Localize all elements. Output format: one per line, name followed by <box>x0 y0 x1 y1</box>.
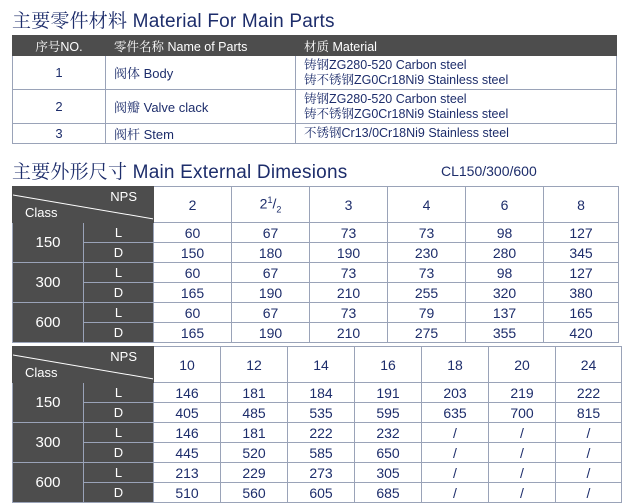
dimension-value: 180 <box>232 243 310 263</box>
size-header: 14 <box>288 347 355 383</box>
dimension-value: 190 <box>232 323 310 343</box>
dimension-value: 67 <box>232 263 310 283</box>
size-header: 20 <box>489 347 556 383</box>
dimension-row <box>13 223 619 243</box>
dimension-value: 229 <box>221 463 288 483</box>
dimension-value: 165 <box>544 303 619 323</box>
size-header: 8 <box>544 187 619 223</box>
dimension-value: 191 <box>355 383 422 403</box>
row-part-name: 阀杆 Stem <box>106 124 296 144</box>
dimension-value: 67 <box>232 303 310 323</box>
dimension-value: 60 <box>154 223 232 243</box>
nps-class-corner <box>13 187 154 223</box>
dimension-value: / <box>489 483 556 503</box>
dimension-value: 273 <box>288 463 355 483</box>
dimensions-table-2 <box>12 346 622 503</box>
dimension-value: 181 <box>221 383 288 403</box>
row-no: 3 <box>13 124 106 144</box>
header-no: 序号NO. <box>13 36 106 56</box>
dimension-row <box>13 263 619 283</box>
dimension-value: 73 <box>388 263 466 283</box>
materials-header-row <box>13 36 617 56</box>
dimension-value: 210 <box>310 283 388 303</box>
row-label-d: D <box>84 243 154 263</box>
dimension-value: 190 <box>310 243 388 263</box>
row-label-l: L <box>84 263 154 283</box>
dimension-value: 685 <box>355 483 422 503</box>
size-header: 12 <box>221 347 288 383</box>
row-no: 1 <box>13 56 106 90</box>
dimension-value: / <box>556 483 622 503</box>
row-material <box>296 90 617 124</box>
class-cell: 600 <box>13 463 84 503</box>
dimension-value: 219 <box>489 383 556 403</box>
dimension-value: 355 <box>466 323 544 343</box>
dimension-row <box>13 323 619 343</box>
dimension-value: 67 <box>232 223 310 243</box>
size-header-row <box>13 187 619 223</box>
dimension-row <box>13 443 622 463</box>
dimension-value: 815 <box>556 403 622 423</box>
dimension-value: 184 <box>288 383 355 403</box>
dimension-value: / <box>556 423 622 443</box>
dimension-row <box>13 483 622 503</box>
dimension-value: / <box>556 443 622 463</box>
class-cell: 600 <box>13 303 84 343</box>
materials-table <box>12 35 617 144</box>
row-label-d: D <box>84 283 154 303</box>
row-part-name: 阀瓣 Valve clack <box>106 90 296 124</box>
materials-title: 主要零件材料 Material For Main Parts <box>12 11 335 32</box>
dimension-value: 445 <box>154 443 221 463</box>
dimension-value: 405 <box>154 403 221 423</box>
class-label: Class <box>25 365 58 380</box>
row-label-l: L <box>84 383 154 403</box>
dimensions-title: 主要外形尺寸 Main External Dimesions <box>12 162 348 183</box>
dimension-value: 222 <box>556 383 622 403</box>
dimension-value: 98 <box>466 263 544 283</box>
header-material: 材质 Material <box>296 36 617 56</box>
class-range-note: CL150/300/600 <box>441 163 537 179</box>
material-line: 铸不锈钢ZG0Cr18Ni9 Stainless steel <box>304 72 509 87</box>
row-label-l: L <box>84 423 154 443</box>
materials-row <box>13 90 617 124</box>
dimension-value: 165 <box>154 323 232 343</box>
dimension-row <box>13 463 622 483</box>
dimension-row <box>13 383 622 403</box>
material-line: 铸不锈钢ZG0Cr18Ni9 Stainless steel <box>304 106 509 121</box>
row-label-l: L <box>84 463 154 483</box>
row-material <box>296 56 617 90</box>
material-line: 铸钢ZG280-520 Carbon steel <box>304 91 467 106</box>
material-line: 铸钢ZG280-520 Carbon steel <box>304 57 467 72</box>
row-label-d: D <box>84 323 154 343</box>
dimension-value: 60 <box>154 263 232 283</box>
row-material: 不锈钢Cr13/0Cr18Ni9 Stainless steel <box>296 124 617 144</box>
dimension-row <box>13 243 619 263</box>
dimension-value: 73 <box>310 223 388 243</box>
row-label-l: L <box>84 223 154 243</box>
size-header: 6 <box>466 187 544 223</box>
row-label-d: D <box>84 403 154 423</box>
dimension-value: 275 <box>388 323 466 343</box>
header-part-name: 零件名称 Name of Parts <box>106 36 296 56</box>
dimension-value: 650 <box>355 443 422 463</box>
dimension-value: / <box>489 423 556 443</box>
dimension-value: 230 <box>388 243 466 263</box>
dimension-value: 380 <box>544 283 619 303</box>
dimension-value: 280 <box>466 243 544 263</box>
dimension-value: / <box>489 463 556 483</box>
size-header-row <box>13 347 622 383</box>
dimension-value: 213 <box>154 463 221 483</box>
row-label-d: D <box>84 443 154 463</box>
dimension-value: 73 <box>310 263 388 283</box>
size-header: 18 <box>422 347 489 383</box>
size-header: 4 <box>388 187 466 223</box>
dimension-value: 181 <box>221 423 288 443</box>
row-no: 2 <box>13 90 106 124</box>
dimension-row <box>13 423 622 443</box>
size-header: $2^1/_2$ <box>232 187 310 223</box>
class-cell: 300 <box>13 263 84 303</box>
dimension-value: 520 <box>221 443 288 463</box>
dimension-value: 73 <box>310 303 388 323</box>
class-cell: 150 <box>13 383 84 423</box>
dimension-value: 165 <box>154 283 232 303</box>
dimension-row <box>13 303 619 323</box>
dimension-value: 635 <box>422 403 489 423</box>
dimension-value: / <box>422 463 489 483</box>
dimension-value: 203 <box>422 383 489 403</box>
dimension-value: 60 <box>154 303 232 323</box>
dimension-value: 73 <box>388 223 466 243</box>
class-label: Class <box>25 205 58 220</box>
dimension-value: 320 <box>466 283 544 303</box>
dimension-value: 210 <box>310 323 388 343</box>
dimension-value: 305 <box>355 463 422 483</box>
dimension-value: / <box>422 443 489 463</box>
dimension-value: 79 <box>388 303 466 323</box>
size-header: 10 <box>154 347 221 383</box>
dimension-value: 255 <box>388 283 466 303</box>
dimension-value: 560 <box>221 483 288 503</box>
dimension-value: 146 <box>154 423 221 443</box>
materials-row <box>13 124 617 144</box>
dimension-value: 232 <box>355 423 422 443</box>
nps-label: NPS <box>110 349 137 364</box>
row-label-l: L <box>84 303 154 323</box>
size-numerator: 1 <box>267 194 273 205</box>
dimension-value: 345 <box>544 243 619 263</box>
dimension-value: 150 <box>154 243 232 263</box>
dimension-value: 485 <box>221 403 288 423</box>
dimension-value: 700 <box>489 403 556 423</box>
dimension-row <box>13 283 619 303</box>
dimension-value: / <box>556 463 622 483</box>
size-header: 2 <box>154 187 232 223</box>
dimension-value: 137 <box>466 303 544 323</box>
size-header: 24 <box>556 347 622 383</box>
dimension-value: 510 <box>154 483 221 503</box>
size-denominator: 2 <box>276 204 282 215</box>
dimension-value: 98 <box>466 223 544 243</box>
dimension-row <box>13 403 622 423</box>
size-header: 16 <box>355 347 422 383</box>
nps-class-corner <box>13 347 154 383</box>
dimension-value: 146 <box>154 383 221 403</box>
dimension-value: 222 <box>288 423 355 443</box>
materials-row <box>13 56 617 90</box>
dimension-value: 420 <box>544 323 619 343</box>
class-cell: 300 <box>13 423 84 463</box>
row-part-name: 阀体 Body <box>106 56 296 90</box>
size-whole: 2 <box>259 195 268 212</box>
dimensions-table-1 <box>12 186 619 343</box>
dimension-value: 595 <box>355 403 422 423</box>
dimension-value: 190 <box>232 283 310 303</box>
nps-label: NPS <box>110 189 137 204</box>
row-label-d: D <box>84 483 154 503</box>
class-cell: 150 <box>13 223 84 263</box>
dimension-value: 127 <box>544 263 619 283</box>
dimension-value: 535 <box>288 403 355 423</box>
dimension-value: 127 <box>544 223 619 243</box>
dimension-value: 605 <box>288 483 355 503</box>
dimension-value: / <box>422 483 489 503</box>
size-header: 3 <box>310 187 388 223</box>
dimension-value: / <box>489 443 556 463</box>
dimension-value: 585 <box>288 443 355 463</box>
dimension-value: / <box>422 423 489 443</box>
